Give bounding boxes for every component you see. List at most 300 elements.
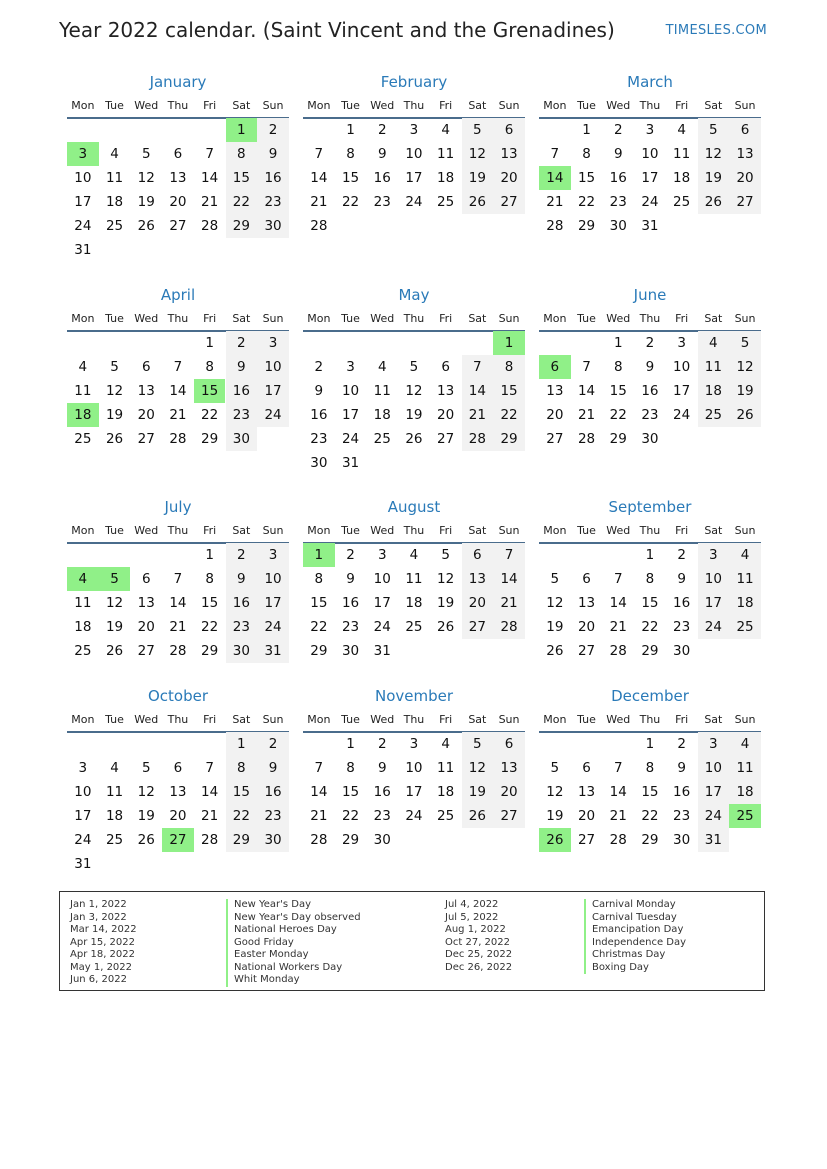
- day-cell: 26: [105, 431, 124, 447]
- day-cell: 1: [346, 122, 355, 138]
- day-cell: 20: [500, 170, 518, 186]
- day-cell: 10: [405, 760, 423, 776]
- day-cell: 28: [609, 832, 627, 848]
- day-cell: 20: [736, 170, 754, 186]
- day-cell: 15: [609, 383, 627, 399]
- day-cell: 27: [169, 218, 187, 234]
- day-cell: 5: [550, 760, 560, 776]
- day-cell: 16: [673, 784, 691, 800]
- weekday-label: Thu: [167, 312, 189, 325]
- day-cell: 4: [441, 736, 450, 752]
- day-cell: 17: [264, 595, 282, 611]
- weekday-header: [539, 524, 761, 538]
- day-cell: 30: [264, 832, 282, 848]
- day-cell: 4: [110, 146, 119, 162]
- day-cell: 8: [237, 760, 246, 776]
- day-cell: 21: [310, 194, 328, 210]
- weekday-label: Wed: [134, 524, 159, 537]
- holiday-day: 3: [67, 142, 99, 166]
- day-cell: 7: [314, 760, 324, 776]
- day-cell: 22: [341, 808, 360, 824]
- day-cell: 19: [546, 619, 564, 635]
- day-cell: 29: [310, 643, 328, 659]
- day-cell: 28: [468, 431, 486, 447]
- day-cell: 30: [232, 431, 250, 447]
- day-cell: 13: [169, 170, 187, 186]
- day-cell: 30: [341, 643, 360, 659]
- weekday-label: Sat: [232, 524, 251, 537]
- day-cell: 21: [310, 808, 328, 824]
- holiday-date: May 1, 2022: [70, 961, 133, 973]
- day-cell: 21: [609, 808, 627, 824]
- weekday-label: Wed: [134, 312, 159, 325]
- day-cell: 28: [169, 643, 187, 659]
- day-cell: 21: [169, 407, 187, 423]
- day-cell: 11: [405, 571, 423, 587]
- day-cell: 13: [736, 146, 754, 162]
- day-cell: 24: [74, 218, 92, 234]
- weekday-label: Tue: [577, 99, 596, 112]
- day-cell: 18: [74, 619, 92, 635]
- day-cell: 20: [169, 194, 187, 210]
- day-cell: 19: [437, 595, 455, 611]
- day-cell: 17: [341, 407, 360, 423]
- day-cell: 6: [173, 760, 183, 776]
- day-cell: 29: [641, 832, 659, 848]
- day-cell: 22: [577, 194, 596, 210]
- weekday-label: Mon: [71, 524, 95, 537]
- weekday-label: Wed: [134, 713, 159, 726]
- weekday-label: Sat: [232, 312, 251, 325]
- day-cell: 7: [173, 359, 183, 375]
- day-cell: 5: [441, 547, 450, 563]
- day-cell: 13: [577, 784, 596, 800]
- day-cell: 25: [105, 832, 124, 848]
- day-cell: 19: [405, 407, 423, 423]
- day-cell: 20: [546, 407, 564, 423]
- weekday-label: Thu: [639, 524, 661, 537]
- day-cell: 27: [437, 431, 455, 447]
- day-cell: 17: [405, 784, 423, 800]
- weekday-header: [303, 99, 525, 113]
- day-cell: 22: [232, 808, 250, 824]
- day-cell: 29: [609, 431, 627, 447]
- day-cell: 25: [704, 407, 722, 423]
- month-name: February: [380, 73, 448, 91]
- day-cell: 30: [641, 431, 659, 447]
- weekday-label: Tue: [341, 524, 360, 537]
- weekday-label: Fri: [675, 524, 689, 537]
- day-cell: 18: [405, 595, 423, 611]
- day-cell: 9: [314, 383, 324, 399]
- day-cell: 28: [310, 218, 328, 234]
- day-cell: 27: [500, 808, 518, 824]
- day-cell: 13: [137, 595, 155, 611]
- day-cell: 3: [709, 736, 718, 752]
- day-cell: 24: [673, 407, 691, 423]
- day-cell: 16: [373, 784, 391, 800]
- holiday-name: Easter Monday: [226, 949, 309, 962]
- holiday-day: 1: [226, 118, 258, 142]
- holiday-name: Independence Day: [584, 937, 686, 950]
- day-cell: 18: [437, 784, 455, 800]
- day-cell: 6: [504, 736, 514, 752]
- day-cell: 27: [577, 832, 596, 848]
- day-cell: 19: [105, 619, 124, 635]
- day-cell: 17: [704, 784, 722, 800]
- holiday-name: Whit Monday: [226, 974, 300, 987]
- day-cell: 30: [232, 643, 250, 659]
- day-cell: 18: [704, 383, 722, 399]
- day-cell: 24: [74, 832, 92, 848]
- day-cell: 10: [264, 571, 282, 587]
- day-cell: 2: [268, 736, 278, 752]
- day-cell: 18: [437, 170, 455, 186]
- day-cell: 15: [310, 595, 328, 611]
- day-cell: 19: [736, 383, 754, 399]
- weekday-header: [303, 524, 525, 538]
- day-cell: 25: [736, 619, 754, 635]
- day-cell: 13: [437, 383, 455, 399]
- day-cell: 15: [500, 383, 518, 399]
- day-cell: 2: [613, 122, 623, 138]
- day-cell: 3: [645, 122, 655, 138]
- day-cell: 8: [314, 571, 324, 587]
- day-cell: 31: [74, 242, 92, 258]
- day-cell: 8: [346, 760, 355, 776]
- day-cell: 27: [137, 431, 155, 447]
- day-cell: 31: [373, 643, 391, 659]
- day-cell: 3: [346, 359, 355, 375]
- day-cell: 20: [137, 407, 155, 423]
- weekday-label: Sun: [262, 99, 284, 112]
- holiday-name: Christmas Day: [584, 949, 665, 962]
- weekday-label: Tue: [577, 524, 596, 537]
- day-cell: 22: [201, 619, 219, 635]
- day-cell: 30: [264, 218, 282, 234]
- weekday-label: Thu: [639, 713, 661, 726]
- weekday-label: Fri: [203, 524, 217, 537]
- day-cell: 13: [546, 383, 564, 399]
- month-name: November: [374, 687, 454, 705]
- day-cell: 16: [609, 170, 627, 186]
- day-cell: 12: [105, 383, 124, 399]
- day-cell: 8: [582, 146, 591, 162]
- holiday-date: Jan 3, 2022: [70, 911, 127, 923]
- month-name: January: [149, 73, 207, 91]
- day-cell: 9: [377, 760, 387, 776]
- day-cell: 23: [264, 194, 282, 210]
- holiday-date: Jul 4, 2022: [445, 899, 499, 910]
- day-cell: 22: [341, 194, 360, 210]
- day-cell: 8: [205, 359, 214, 375]
- day-cell: 13: [500, 760, 518, 776]
- day-cell: 29: [500, 431, 518, 447]
- day-cell: 25: [437, 194, 455, 210]
- day-cell: 6: [504, 122, 514, 138]
- day-cell: 16: [264, 784, 282, 800]
- day-cell: 5: [409, 359, 419, 375]
- day-cell: 11: [74, 595, 92, 611]
- day-cell: 12: [736, 359, 754, 375]
- day-cell: 26: [704, 194, 722, 210]
- day-cell: 4: [377, 359, 387, 375]
- holiday-name: Carnival Tuesday: [584, 912, 677, 925]
- day-cell: 29: [201, 431, 219, 447]
- day-cell: 28: [609, 643, 627, 659]
- day-cell: 29: [641, 643, 659, 659]
- holiday-day: 18: [67, 403, 99, 427]
- day-cell: 14: [577, 383, 596, 399]
- day-cell: 1: [582, 122, 591, 138]
- day-cell: 2: [268, 122, 278, 138]
- weekday-label: Sun: [734, 713, 756, 726]
- day-cell: 14: [169, 595, 187, 611]
- day-cell: 2: [377, 736, 387, 752]
- weekday-label: Fri: [439, 312, 453, 325]
- day-cell: 4: [740, 736, 750, 752]
- day-cell: 22: [641, 808, 659, 824]
- day-cell: 23: [609, 194, 627, 210]
- day-cell: 23: [673, 808, 691, 824]
- day-cell: 9: [346, 571, 355, 587]
- day-cell: 24: [405, 808, 423, 824]
- weekday-label: Fri: [203, 99, 217, 112]
- day-cell: 23: [310, 431, 328, 447]
- day-cell: 6: [473, 547, 482, 563]
- day-cell: 7: [582, 359, 591, 375]
- weekday-label: Sun: [734, 524, 756, 537]
- month-name: March: [627, 73, 673, 91]
- weekday-label: Sun: [262, 312, 284, 325]
- holiday-date: Aug 1, 2022: [445, 924, 506, 935]
- day-cell: 27: [500, 194, 518, 210]
- day-cell: 21: [201, 808, 219, 824]
- day-cell: 13: [500, 146, 518, 162]
- day-cell: 28: [201, 218, 219, 234]
- day-cell: 12: [704, 146, 722, 162]
- day-cell: 14: [201, 170, 219, 186]
- day-cell: 29: [232, 832, 250, 848]
- weekday-label: Mon: [71, 713, 95, 726]
- brand-link[interactable]: TIMESLES.COM: [665, 23, 767, 38]
- day-cell: 4: [441, 122, 450, 138]
- day-cell: 17: [264, 383, 282, 399]
- day-cell: 11: [74, 383, 92, 399]
- holiday-name: Boxing Day: [584, 962, 649, 975]
- day-cell: 20: [577, 808, 596, 824]
- weekday-label: Sun: [262, 524, 284, 537]
- day-cell: 24: [373, 619, 391, 635]
- weekday-label: Mon: [543, 713, 567, 726]
- weekday-label: Tue: [341, 713, 360, 726]
- day-cell: 25: [437, 808, 455, 824]
- holiday-name: National Workers Day: [226, 962, 342, 975]
- weekday-label: Tue: [577, 312, 596, 325]
- day-cell: 17: [74, 194, 92, 210]
- day-cell: 28: [310, 832, 328, 848]
- day-cell: 11: [437, 146, 455, 162]
- day-cell: 11: [673, 146, 691, 162]
- day-cell: 26: [105, 643, 124, 659]
- day-cell: 22: [201, 407, 219, 423]
- holiday-name: New Year's Day: [226, 899, 311, 912]
- day-cell: 30: [310, 455, 328, 471]
- day-cell: 16: [232, 595, 250, 611]
- weekday-label: Thu: [403, 312, 425, 325]
- month-name: May: [398, 286, 430, 304]
- day-cell: 19: [137, 808, 155, 824]
- day-cell: 25: [673, 194, 691, 210]
- day-cell: 6: [582, 760, 591, 776]
- day-cell: 13: [577, 595, 596, 611]
- day-cell: 12: [405, 383, 423, 399]
- weekday-label: Fri: [203, 312, 217, 325]
- day-cell: 16: [264, 170, 282, 186]
- day-cell: 26: [405, 431, 423, 447]
- weekday-label: Wed: [606, 99, 631, 112]
- weekday-label: Wed: [134, 99, 159, 112]
- day-cell: 23: [264, 808, 282, 824]
- day-cell: 22: [641, 619, 659, 635]
- weekday-label: Sat: [468, 713, 487, 726]
- day-cell: 20: [468, 595, 486, 611]
- day-cell: 9: [677, 760, 686, 776]
- holiday-day: 6: [539, 355, 571, 379]
- day-cell: 5: [141, 146, 151, 162]
- day-cell: 8: [613, 359, 623, 375]
- day-cell: 18: [736, 784, 754, 800]
- day-cell: 7: [473, 359, 482, 375]
- day-cell: 19: [546, 808, 564, 824]
- day-cell: 17: [373, 595, 391, 611]
- day-cell: 3: [677, 335, 686, 351]
- day-cell: 19: [105, 407, 124, 423]
- day-cell: 23: [673, 619, 691, 635]
- day-cell: 20: [500, 784, 518, 800]
- day-cell: 29: [232, 218, 250, 234]
- day-cell: 7: [613, 760, 623, 776]
- day-cell: 13: [137, 383, 155, 399]
- holiday-day: 4: [67, 567, 99, 591]
- holiday-day: 27: [162, 828, 194, 852]
- day-cell: 4: [740, 547, 750, 563]
- day-cell: 9: [268, 146, 278, 162]
- weekday-header: [67, 524, 289, 538]
- day-cell: 1: [645, 736, 655, 752]
- day-cell: 29: [341, 832, 360, 848]
- weekday-label: Fri: [439, 524, 453, 537]
- day-cell: 10: [341, 383, 360, 399]
- weekday-label: Mon: [307, 713, 331, 726]
- day-cell: 21: [468, 407, 486, 423]
- day-cell: 7: [550, 146, 560, 162]
- day-cell: 25: [405, 619, 423, 635]
- weekday-label: Thu: [167, 99, 189, 112]
- header-rule: [303, 330, 525, 332]
- day-cell: 9: [237, 571, 246, 587]
- day-cell: 25: [105, 218, 124, 234]
- month-name: December: [611, 687, 689, 705]
- day-cell: 31: [641, 218, 659, 234]
- day-cell: 27: [577, 643, 596, 659]
- day-cell: 28: [201, 832, 219, 848]
- day-cell: 24: [641, 194, 659, 210]
- weekday-label: Mon: [307, 524, 331, 537]
- day-cell: 17: [641, 170, 659, 186]
- day-cell: 28: [500, 619, 518, 635]
- month-name: October: [147, 687, 209, 705]
- day-cell: 7: [314, 146, 324, 162]
- day-cell: 1: [346, 736, 355, 752]
- day-cell: 22: [609, 407, 627, 423]
- day-cell: 22: [500, 407, 518, 423]
- day-cell: 31: [704, 832, 722, 848]
- day-cell: 28: [169, 431, 187, 447]
- day-cell: 3: [709, 547, 718, 563]
- day-cell: 26: [137, 218, 155, 234]
- day-cell: 2: [677, 547, 686, 563]
- weekday-label: Fri: [675, 312, 689, 325]
- day-cell: 23: [341, 619, 360, 635]
- weekday-header: [67, 312, 289, 326]
- weekday-label: Thu: [167, 713, 189, 726]
- day-cell: 11: [736, 760, 754, 776]
- holiday-date: Apr 15, 2022: [70, 936, 136, 948]
- day-cell: 21: [577, 407, 596, 423]
- day-cell: 2: [237, 335, 246, 351]
- day-cell: 31: [264, 643, 282, 659]
- day-cell: 25: [373, 431, 391, 447]
- weekday-label: Fri: [439, 99, 453, 112]
- day-cell: 18: [673, 170, 691, 186]
- weekday-label: Thu: [403, 99, 425, 112]
- day-cell: 10: [373, 571, 391, 587]
- day-cell: 3: [409, 736, 419, 752]
- day-cell: 10: [405, 146, 423, 162]
- day-cell: 2: [237, 547, 246, 563]
- day-cell: 8: [645, 571, 655, 587]
- day-cell: 23: [232, 619, 250, 635]
- day-cell: 24: [704, 619, 722, 635]
- day-cell: 9: [645, 359, 655, 375]
- day-cell: 8: [645, 760, 655, 776]
- weekday-label: Thu: [167, 524, 189, 537]
- weekday-label: Fri: [203, 713, 217, 726]
- day-cell: 13: [169, 784, 187, 800]
- day-cell: 3: [268, 335, 278, 351]
- day-cell: 15: [641, 595, 659, 611]
- day-cell: 21: [500, 595, 518, 611]
- day-cell: 30: [373, 832, 391, 848]
- month-name: June: [633, 286, 667, 304]
- day-cell: 26: [468, 808, 486, 824]
- weekday-label: Mon: [543, 524, 567, 537]
- day-cell: 6: [173, 146, 183, 162]
- holiday-date: Mar 14, 2022: [70, 924, 137, 935]
- day-cell: 11: [105, 784, 124, 800]
- day-cell: 1: [237, 736, 246, 752]
- day-cell: 16: [310, 407, 328, 423]
- day-cell: 27: [468, 619, 486, 635]
- weekday-label: Thu: [639, 99, 661, 112]
- day-cell: 15: [232, 784, 250, 800]
- day-cell: 28: [546, 218, 564, 234]
- day-cell: 10: [74, 170, 92, 186]
- weekday-label: Fri: [675, 713, 689, 726]
- day-cell: 22: [310, 619, 328, 635]
- holiday-date: Jul 5, 2022: [445, 911, 499, 923]
